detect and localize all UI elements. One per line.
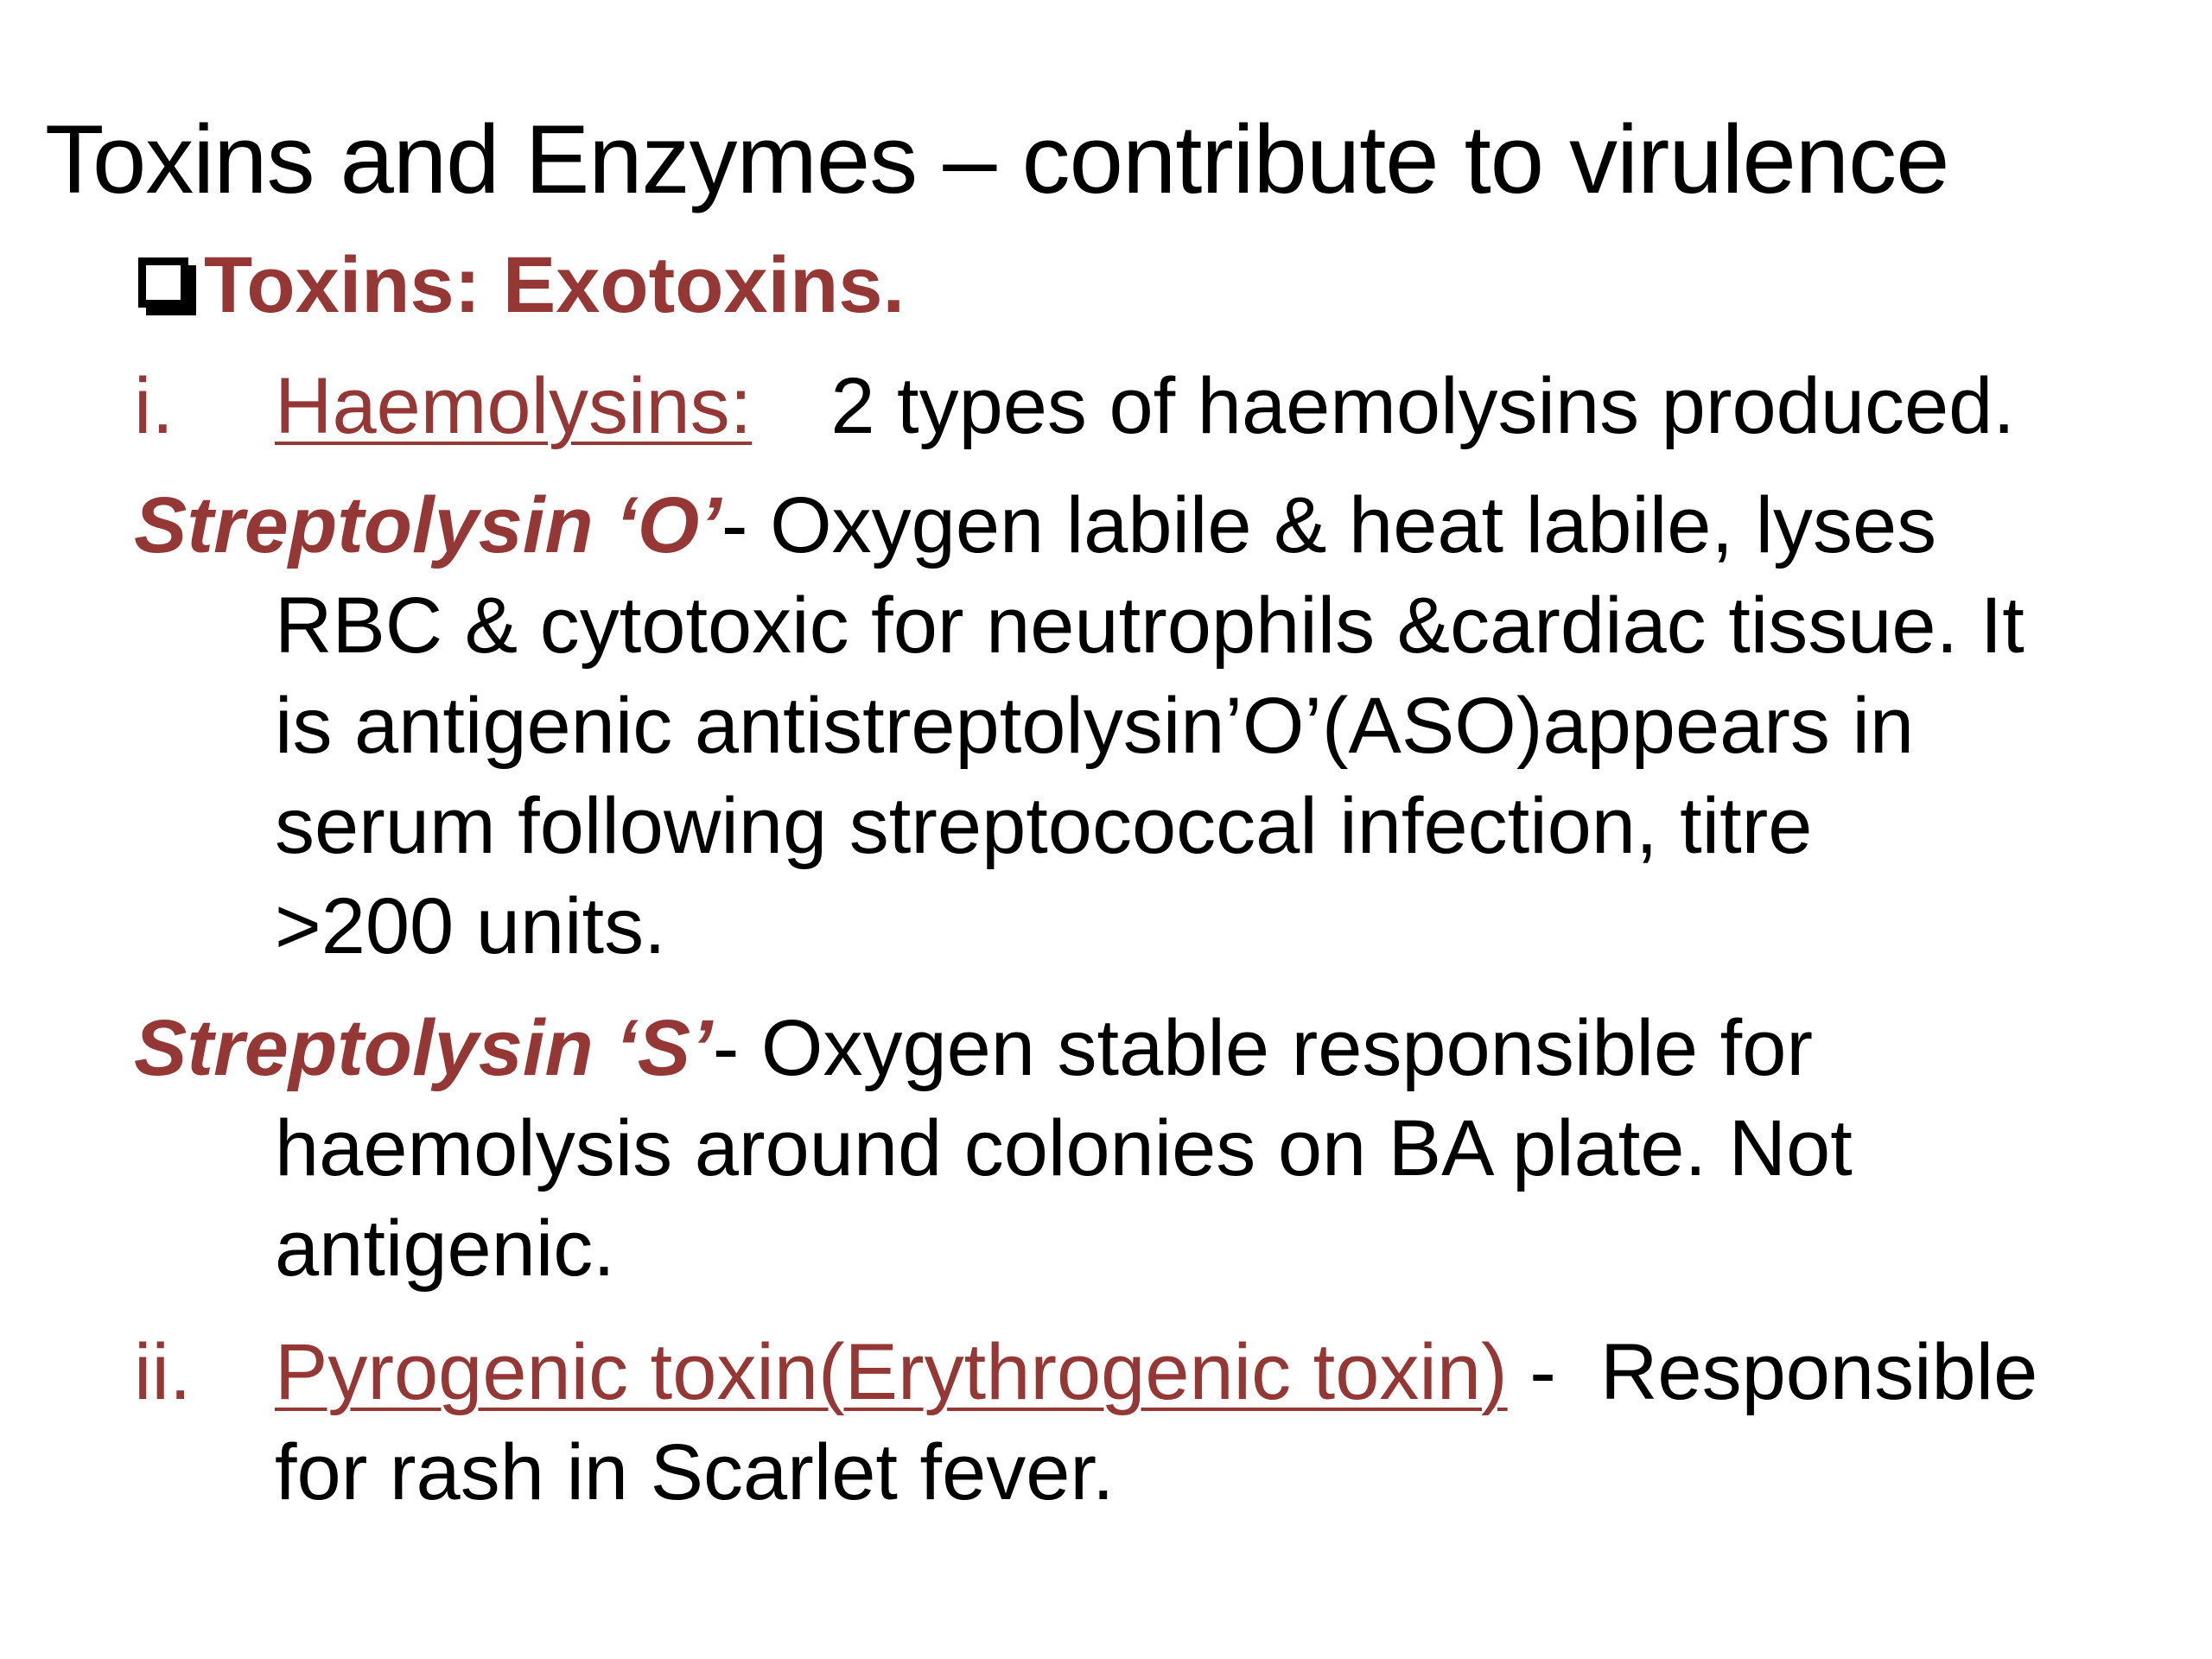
item-1-text: 2 types of haemolysins produced. [830,362,2015,450]
item-2-text-2: for rash in Scarlet fever. [275,1428,1115,1516]
slide-title: Toxins and Enzymes – contribute to virulence [45,105,1949,213]
streptolysin-o-text-2: RBC & cytotoxic for neutrophils &cardiac tissue. It [275,582,2024,670]
streptolysin-o-text-1: - Oxygen labile & heat labile, lyses [721,481,1937,569]
streptolysin-s-text-3: antigenic. [275,1205,615,1293]
item-number-2: ii. [134,1328,192,1416]
streptolysin-o-text-3: is antigenic antistreptolysin’O’(ASO)appears in [275,682,1915,770]
streptolysin-s-line-1 [134,998,1813,1098]
streptolysin-s-text-1: - Oxygen stable responsible for [712,1004,1814,1092]
item-2-label: Pyrogenic toxin(Erythrogenic toxin) [275,1328,1508,1416]
streptolysin-s-text-2: haemolysis around colonies on BA plate. Not [275,1104,1853,1192]
streptolysin-s-term: Streptolysin ‘S’ [134,1004,713,1092]
section-heading [138,235,905,335]
streptolysin-o-text-4: serum following streptococcal infection, titre [275,782,1813,870]
item-1-label: Haemolysins: [275,362,753,450]
item-number-1: i. [134,362,174,450]
streptolysin-o-term: Streptolysin ‘O’ [134,481,721,569]
item-2-line [275,1322,2037,1422]
item-1-line [275,356,2015,456]
streptolysin-o-line-1 [134,475,1936,575]
streptolysin-o-text-5: >200 units. [275,882,666,970]
item-2-text-1: - Responsible [1507,1328,2038,1416]
section-heading-text: Toxins: Exotoxins. [204,241,906,329]
checkbox-bullet-icon [138,257,188,308]
